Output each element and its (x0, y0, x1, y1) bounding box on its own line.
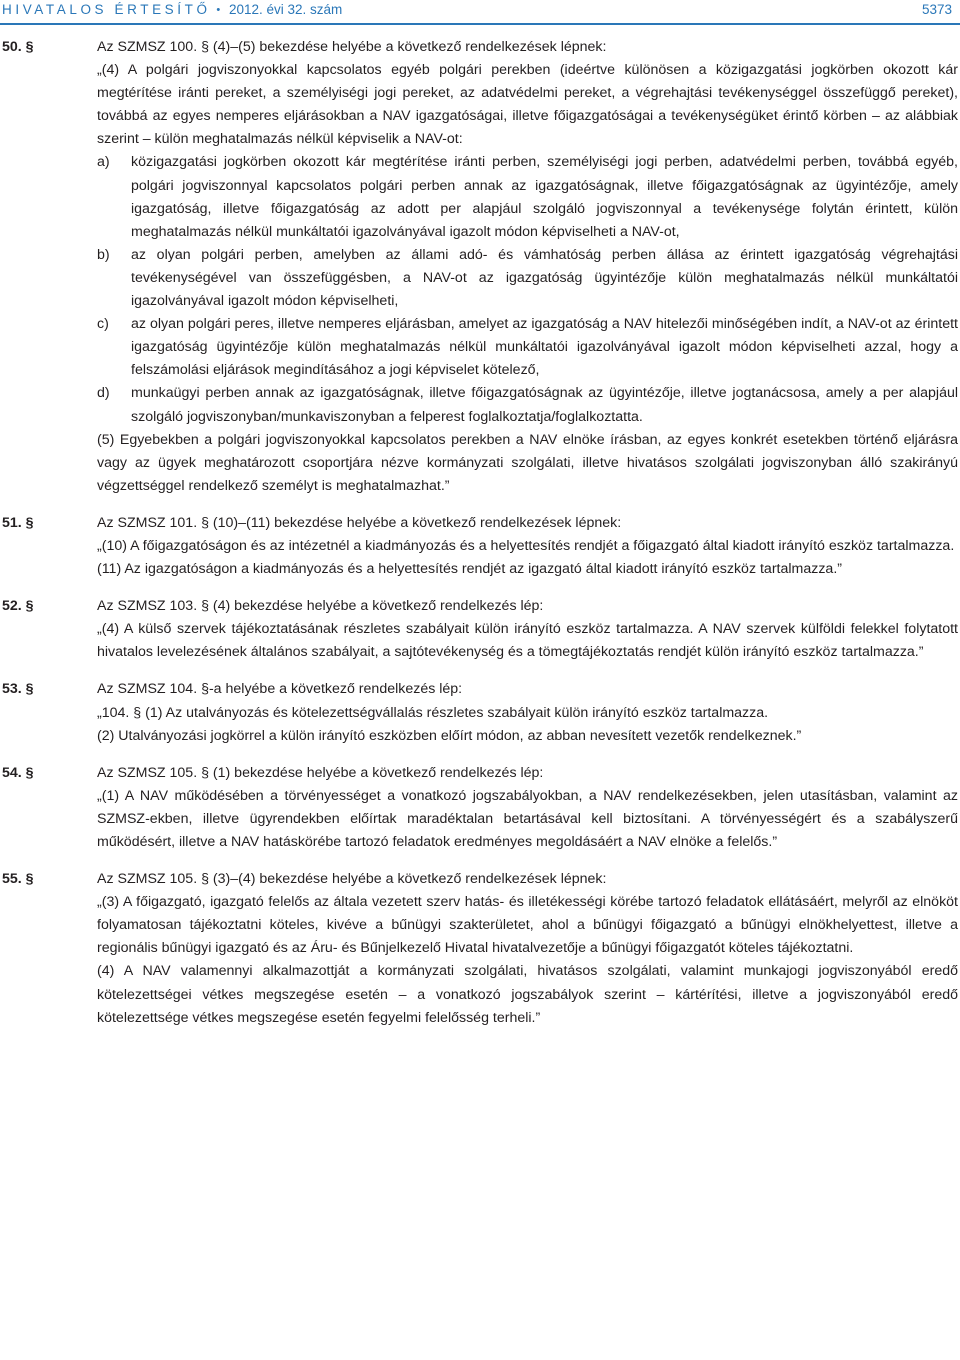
list-item-c (97, 313, 958, 382)
list-item-label: d) (97, 385, 110, 402)
section-paragraph: „(4) A külső szervek tájékoztatásának részletes szabályait külön irányító eszköz tartalmazza. A NAV szervek külföldi felekkel folytatott hivatalos levelezésének általános szabályait, a sajtótevékenység és a tömegtájékoztatás rendjét külön irányító eszköz tartalmazza.” (97, 621, 958, 661)
header-rule (0, 23, 960, 25)
section-paragraph: „104. § (1) Az utalványozás és kötelezettségvállalás részletes szabályait külön irányító eszköz tartalmazza. (97, 704, 769, 721)
section-54 (0, 762, 958, 854)
issue-label: 2012. évi 32. szám (228, 2, 343, 17)
bullet-separator: • (216, 4, 221, 16)
list-item-d (97, 382, 958, 428)
list-item-label: c) (97, 316, 109, 333)
list-item-label: b) (97, 246, 110, 263)
section-52 (0, 595, 958, 664)
section-51 (0, 512, 958, 581)
section-paragraph: (2) Utalványozási jogkörrel a külön irányító eszközben előírt módon, az abban nevesített vezetők rendelkeznek.” (97, 727, 802, 744)
section-number: 54. § (2, 764, 34, 781)
publication-title: HIVATALOS ÉRTESÍTŐ (2, 2, 211, 17)
section-paragraph: (5) Egyebekben a polgári jogviszonyokkal kapcsolatos perekben a NAV elnöke írásban, az egyes konkrét esetekben történő eljárásra vagy az ügyek meghatározott csoportjára nézve kormányzati szolgálati, illetve hivatásos szolgálati jogviszonyban álló szakirányú végzettséggel rendelkező személyt is meghatalmazhat.” (97, 431, 958, 494)
section-number: 55. § (2, 871, 34, 888)
section-number: 52. § (2, 598, 34, 615)
section-50 (0, 36, 958, 498)
list-item-a (97, 151, 958, 243)
section-lead: Az SZMSZ 100. § (4)–(5) bekezdése helyébe a következő rendelkezések lépnek: (97, 39, 607, 55)
section-53 (0, 678, 958, 747)
page-number: 5373 (921, 2, 952, 17)
section-number: 50. § (2, 39, 34, 55)
list-item-label: a) (97, 154, 110, 171)
section-paragraph: „(10) A főigazgatóságon és az intézetnél a kiadmányozás és a helyettesítés rendjét a főigazgató által kiadott irányító eszköz tartalmazza. (97, 537, 955, 554)
list-item-text: közigazgatási jogkörben okozott kár megtérítése iránti perben, személyiségi jogi perben, adatvédelmi perben, továbbá egyéb, polgári jogviszonnyal kapcsolatos polgári perben annak az igazgatóságnak, illetve főigazgatóságnak az ügyintézője, amely igazgatóság, illetve főigazgatóság az adott per alapjául szolgáló jogviszonnyal a tevékenysége folytán érintett, külön meghatalmazás nélkül munkáltatói igazolványával igazolt módon képviselheti a NAV-ot, (131, 154, 958, 240)
section-lead: Az SZMSZ 101. § (10)–(11) bekezdése helyébe a következő rendelkezések lépnek: (97, 514, 622, 531)
list-item-b (97, 244, 958, 313)
section-number: 51. § (2, 514, 34, 531)
list-item-text: munkaügyi perben annak az igazgatóságnak, illetve főigazgatóságnak az ügyintézője, illetve jogtanácsosa, amely a per alapjául szolgáló jogviszonyban/munkaviszonyban a felperest foglalkoztatja/foglalkoztatta. (131, 385, 958, 425)
running-header (0, 0, 960, 26)
list-item-text: az olyan polgári perben, amelyben az állami adó- és vámhatóság perben állása az érintett igazgatóság végrehajtási tevékenységével van összefüggésben, a NAV-ot az igazgatóság ügyintézője külön meghatalmazás nélkül munkáltatói igazolványával igazolt módon képviselheti, (131, 246, 958, 310)
list-item-text: az olyan polgári peres, illetve nemperes eljárásban, amelyet az igazgatóság a NAV hitelezői minőségében indít, a NAV-ot az érintett igazgatóság ügyintézője külön meghatalmazás nélkül munkáltatói igazolványával igazolt módon képviselheti azzal, hogy a felszámolási eljárások megindításához a jogi képviselet kötelező, (131, 316, 958, 379)
section-55 (0, 868, 958, 1030)
section-paragraph: (4) A NAV valamennyi alkalmazottját a kormányzati szolgálati, hivatásos szolgálati, valamint munkajogi jogviszonyából eredő kötelezettségei vétkes megszegése esetén – a vonatkozó jogszabályok szerint – kártérítési, illetve a jogviszonyából eredő kötelezettsége vétkes megszegése esetén fegyelmi felelősség terheli.” (97, 963, 958, 1026)
section-lead: Az SZMSZ 104. §-a helyébe a következő rendelkezés lép: (97, 681, 463, 698)
publication-info (2, 2, 342, 17)
section-lead: Az SZMSZ 105. § (1) bekezdése helyébe a következő rendelkezés lép: (97, 764, 544, 781)
document-body (0, 36, 958, 1030)
section-lead: Az SZMSZ 105. § (3)–(4) bekezdése helyébe a következő rendelkezések lépnek: (97, 871, 607, 888)
section-paragraph: (11) Az igazgatóságon a kiadmányozás és a helyettesítés rendjét az igazgató által kiadott irányító eszköz tartalmazza.” (97, 561, 842, 578)
section-number: 53. § (2, 681, 34, 698)
section-lead: Az SZMSZ 103. § (4) bekezdése helyébe a következő rendelkezés lép: (97, 598, 544, 615)
section-paragraph: „(4) A polgári jogviszonyokkal kapcsolatos egyéb polgári perekben (ideértve különösen a közigazgatási jogkörben okozott kár megtérítése iránti pereket, a személyiségi jogi pereket, az adatvédelmi pereket, a végrehajtási tevékenységgel összefüggő pereket), továbbá az egyes nemperes eljárásokban a NAV igazgatóságai, illetve főigazgatóságai a tevékenységüket érintő körben – az alábbiak szerint – külön meghatalmazás nélkül képviselik a NAV-ot: (97, 62, 958, 148)
section-paragraph: „(1) A NAV működésében a törvényességet a vonatkozó jogszabályokban, a NAV rendelkezésekben, jelen utasításban, valamint az SZMSZ-ekben, illetve ügyrendekben előírtak maradéktalan betartásával kell biztosítani. A törvényességért és a szabályszerű működésért, illetve a NAV hatáskörébe tartozó feladatok eredményes megoldásáért a NAV elnöke a felelős.” (97, 787, 958, 850)
section-paragraph: „(3) A főigazgató, igazgató felelős az általa vezetett szerv hatás- és illetékességi körébe tartozó feladatok ellátásáért, melyről az elnököt folyamatosan tájékoztatni köteles, kivéve a bűnügyi szakterületet, ahol a bűnügyi főigazgató a bűnügyi elnökhelyettest, illetve a regionális bűnügyi igazgató és az Áru- és Bűnjelkezelő Hivatal hivatalvezetője a bűnügyi főigazgatót köteles tájékoztatni. (97, 894, 958, 957)
